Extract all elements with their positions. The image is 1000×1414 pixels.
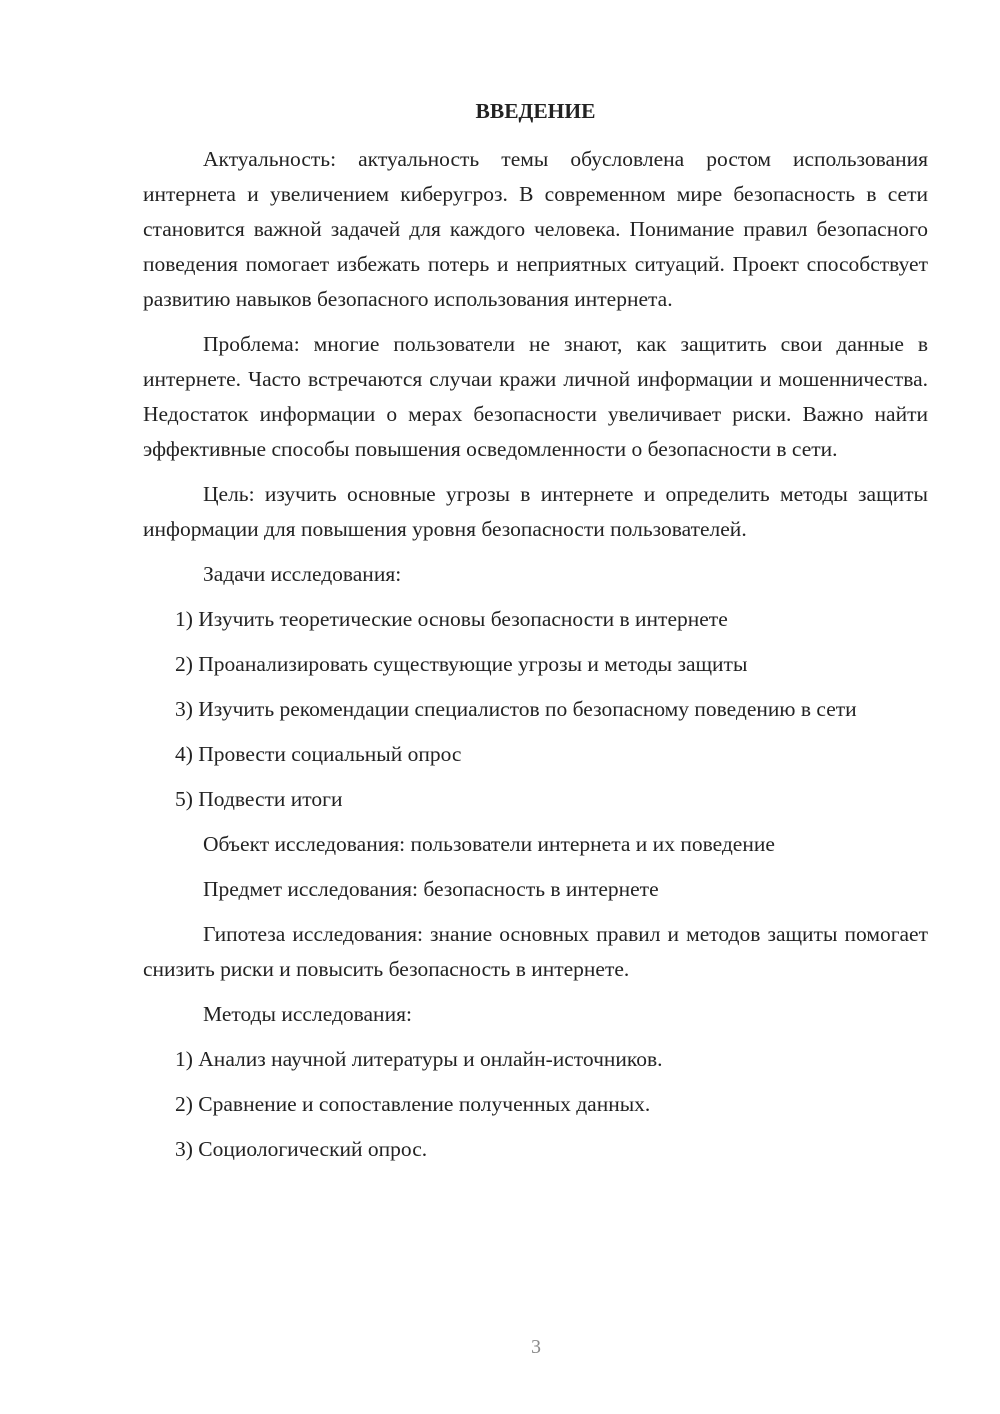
relevance-paragraph: Актуальность: актуальность темы обусловлена ростом использования интернета и увеличением киберугроз. В современном мире безопасность в сети становится важной задачей для каждого человека. Понимание правил безопасного поведения помогает избежать потерь и неприятных ситуаций. Проект способствует развитию навыков безопасного использования интернета. <box>143 147 928 311</box>
problem-paragraph: Проблема: многие пользователи не знают, как защитить свои данные в интернете. Часто встречаются случаи кражи личной информации и мошенничества. Недостаток информации о мерах безопасности увеличивает риски. Важно найти эффективные способы повышения осведомленности о безопасности в сети. <box>143 332 928 461</box>
task-item: 5) Подвести итоги <box>175 787 343 811</box>
research-object: Объект исследования: пользователи интернета и их поведение <box>203 832 775 856</box>
task-item: 1) Изучить теоретические основы безопасности в интернете <box>175 607 728 631</box>
method-item: 2) Сравнение и сопоставление полученных данных. <box>175 1092 651 1116</box>
page-content <box>143 96 928 1177</box>
page-title: ВВЕДЕНИЕ <box>475 99 596 123</box>
goal-paragraph: Цель: изучить основные угрозы в интернете и определить методы защиты информации для повышения уровня безопасности пользователей. <box>143 482 928 541</box>
page-number: 3 <box>531 1336 541 1358</box>
method-item: 1) Анализ научной литературы и онлайн-источников. <box>175 1047 663 1071</box>
hypothesis-paragraph: Гипотеза исследования: знание основных правил и методов защиты помогает снизить риски и повысить безопасность в интернете. <box>143 922 928 981</box>
method-item: 3) Социологический опрос. <box>175 1137 428 1161</box>
task-item: 3) Изучить рекомендации специалистов по безопасному поведению в сети <box>175 697 857 721</box>
methods-title: Методы исследования: <box>203 1002 412 1026</box>
task-item: 2) Проанализировать существующие угрозы и методы защиты <box>175 652 748 676</box>
research-subject: Предмет исследования: безопасность в интернете <box>203 877 659 901</box>
tasks-title: Задачи исследования: <box>203 562 402 586</box>
task-item: 4) Провести социальный опрос <box>175 742 462 766</box>
